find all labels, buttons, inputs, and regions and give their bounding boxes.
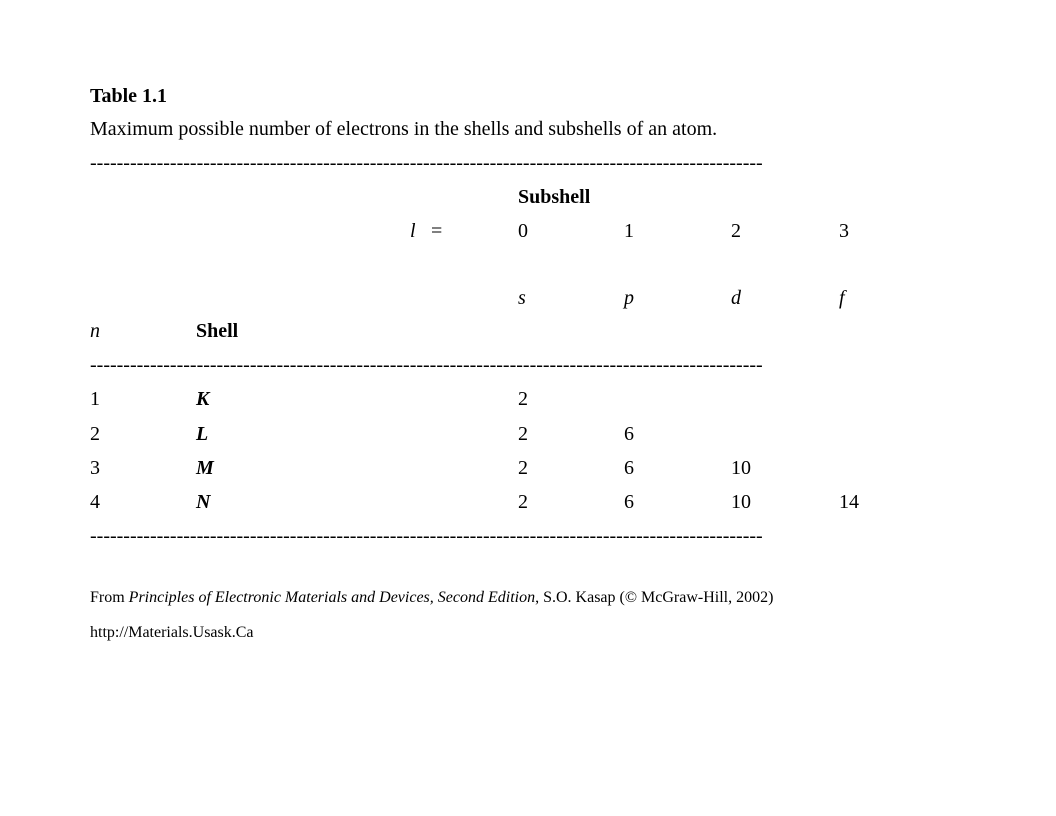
row-n: 1 — [90, 388, 100, 410]
row-shell: M — [196, 457, 214, 479]
table-caption: Maximum possible number of electrons in the shells and subshells of an atom. — [90, 118, 718, 140]
subshell-letter: p — [624, 287, 634, 309]
l-value: 3 — [839, 220, 849, 242]
l-value: 0 — [518, 220, 528, 242]
row-cell: 6 — [624, 423, 634, 445]
n-column-header: n — [90, 320, 100, 342]
row-shell: N — [196, 491, 211, 513]
row-cell: 6 — [624, 457, 634, 479]
row-cell: 10 — [731, 457, 751, 479]
row-cell: 6 — [624, 491, 634, 513]
row-n: 4 — [90, 491, 100, 513]
row-cell: 10 — [731, 491, 751, 513]
source-prefix: From — [90, 589, 129, 606]
l-value: 1 — [624, 220, 634, 242]
top-rule: ----------------------------------------------------------------------------------------------------- — [90, 153, 763, 173]
source-book-title: Principles of Electronic Materials and Devices, Second Edition — [128, 589, 536, 606]
row-cell: 2 — [518, 457, 528, 479]
row-cell: 14 — [839, 491, 859, 513]
row-cell: 2 — [518, 491, 528, 513]
bottom-rule: ----------------------------------------------------------------------------------------------------- — [90, 526, 763, 546]
subshell-letter: d — [731, 287, 741, 309]
row-n: 3 — [90, 457, 100, 479]
source-citation — [90, 590, 773, 606]
row-shell: L — [196, 423, 209, 445]
subshell-letter: f — [839, 287, 845, 309]
shell-column-header: Shell — [196, 320, 239, 342]
subshell-letter: s — [518, 287, 526, 309]
row-shell: K — [196, 388, 210, 410]
row-cell: 2 — [518, 423, 528, 445]
l-symbol: l — [410, 220, 416, 242]
l-equals: = — [431, 220, 443, 242]
header-rule: ----------------------------------------------------------------------------------------------------- — [90, 355, 763, 375]
table-label: Table 1.1 — [90, 85, 168, 107]
row-cell: 2 — [518, 388, 528, 410]
source-suffix: , S.O. Kasap (© McGraw-Hill, 2002) — [535, 589, 774, 606]
source-url: http://Materials.Usask.Ca — [90, 624, 254, 641]
l-value: 2 — [731, 220, 741, 242]
row-n: 2 — [90, 423, 100, 445]
subshell-heading: Subshell — [518, 186, 591, 208]
